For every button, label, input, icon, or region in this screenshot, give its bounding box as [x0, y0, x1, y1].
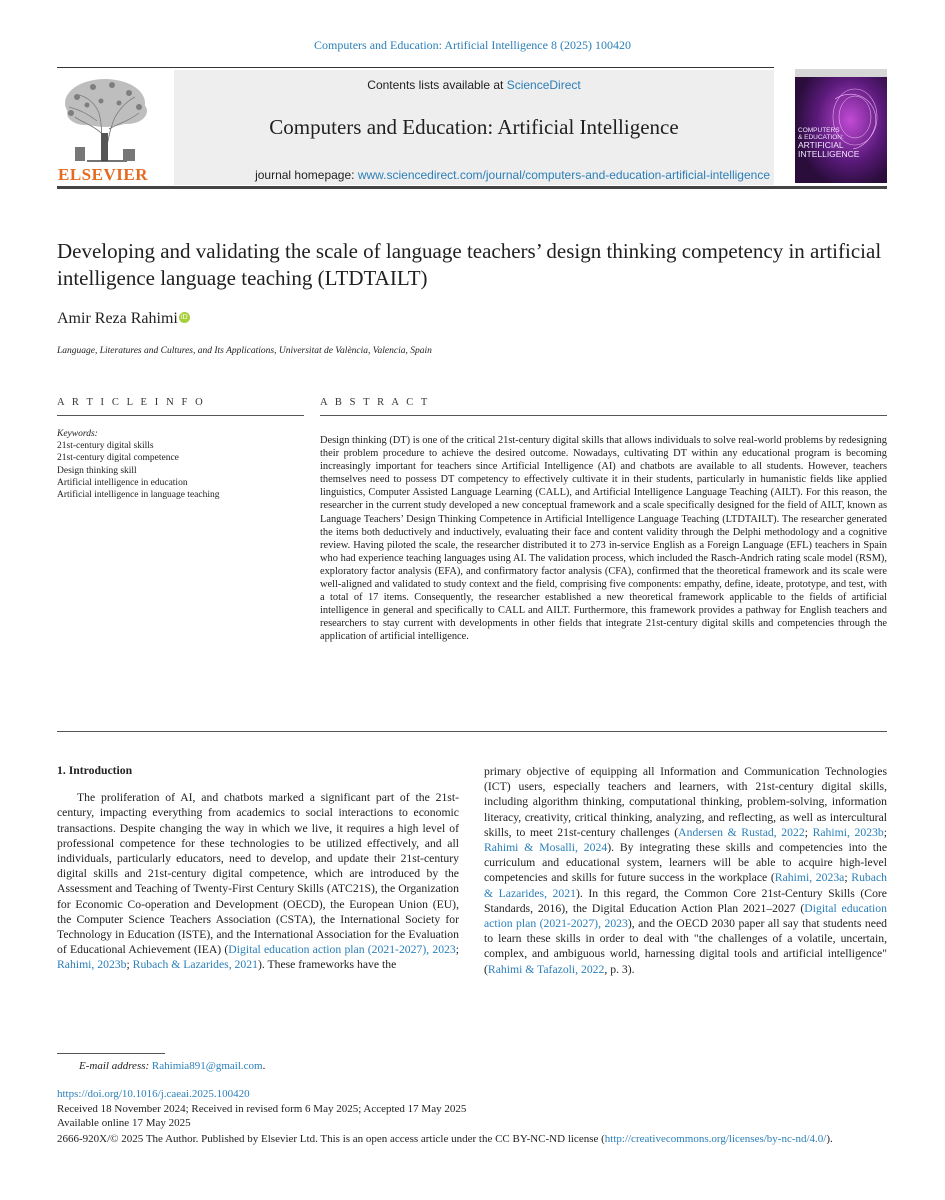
- contents-line: [174, 78, 774, 92]
- reference-link[interactable]: Andersen & Rustad, 2022: [678, 825, 805, 839]
- section-heading-introduction: 1. Introduction: [57, 764, 133, 777]
- cover-title-line: & EDUCATION:: [798, 134, 844, 141]
- license-link[interactable]: http://creativecommons.org/licenses/by-nc-nd/4.0/: [604, 1133, 827, 1145]
- body-column-right: [484, 764, 887, 977]
- ref-separator: ;: [844, 871, 852, 885]
- contents-prefix: Contents lists available at: [367, 78, 507, 92]
- email-link[interactable]: Rahimia891@gmail.com: [151, 1060, 263, 1072]
- ref-separator: ;: [804, 825, 813, 839]
- keyword-item: 21st-century digital skills: [57, 441, 154, 452]
- sciencedirect-link[interactable]: ScienceDirect: [506, 78, 581, 92]
- keyword-item: Artificial intelligence in language teaching: [57, 490, 220, 501]
- article-title: Developing and validating the scale of language teachers’ design thinking competency in artificial intelligence language teaching (LTDTAILT): [57, 239, 882, 290]
- ref-separator: ;: [126, 958, 133, 972]
- elsevier-wordmark: ELSEVIER: [58, 165, 148, 184]
- doi-text[interactable]: https://doi.org/10.1016/j.caeai.2025.100420: [57, 1088, 250, 1100]
- intro-paragraph-continued: [484, 764, 887, 977]
- keyword-item: Design thinking skill: [57, 465, 137, 476]
- abstract-rule: [320, 415, 887, 416]
- homepage-line: [255, 168, 770, 182]
- journal-name: Computers and Education: Artificial Intelligence: [269, 115, 679, 139]
- reference-link[interactable]: Rahimi, 2023a: [774, 871, 845, 885]
- cover-title: [798, 127, 858, 159]
- footnote-rule: [57, 1053, 165, 1054]
- reference-link[interactable]: Rahimi, 2023b: [812, 825, 884, 839]
- journal-cover-thumbnail[interactable]: [795, 69, 887, 183]
- email-footnote: [79, 1060, 265, 1072]
- homepage-prefix: journal homepage:: [255, 168, 358, 182]
- cover-title-line: INTELLIGENCE: [798, 149, 860, 159]
- header-bottom-rule: [57, 186, 887, 189]
- reference-link[interactable]: Rahimi & Mosalli, 2024: [484, 841, 608, 855]
- ref-separator: ;: [455, 943, 459, 957]
- keywords-label: Keywords:: [57, 429, 98, 439]
- cover-art-icon: [795, 69, 887, 183]
- journal-header: [57, 67, 887, 187]
- orcid-icon[interactable]: iD: [179, 312, 190, 323]
- intro-text: ), and the OECD 2030 paper all say that students need to learn these skills in order to deal with "the challenges of a volatile, uncertain, complex, and ambiguous world, harnessing digital tools and artificial intelligence" (: [484, 917, 887, 976]
- reference-link[interactable]: Rahimi & Tafazoli, 2022: [487, 962, 605, 976]
- journal-homepage-link[interactable]: www.sciencedirect.com/journal/computers-and-education-artificial-intelligence: [357, 168, 770, 182]
- author-affiliation: Language, Literatures and Cultures, and Its Applications, Universitat de València, Valencia, Spain: [57, 346, 432, 356]
- abstract-bottom-rule: [57, 731, 887, 732]
- keywords-block: [57, 428, 307, 501]
- reference-link[interactable]: Digital education action plan (2021-2027), 2023: [484, 901, 887, 931]
- article-info-rule: [57, 415, 304, 416]
- doi-link[interactable]: [57, 1088, 250, 1100]
- intro-text: ). In this regard, the Common Core 21st-Century Skills (Core Standards, 2016), the Digital Education Action Plan 2021–2027 (: [484, 886, 887, 915]
- email-tail: .: [262, 1060, 266, 1072]
- body-column-left: [57, 763, 459, 973]
- received-dates: Received 18 November 2024; Received in revised form 6 May 2025; Accepted 17 May 2025: [57, 1103, 467, 1115]
- intro-text: ). These frameworks have the: [257, 958, 397, 972]
- license-statement: [57, 1132, 887, 1147]
- abstract-text: Design thinking (DT) is one of the critical 21st-century digital skills that allows individuals to solve real-world problems by redesigning their problem procedure to achieve the desired outcome. Nowadays, cultivating DT within any educational program is becoming increasingly important for teachers since Artificial Intelligence (AI) and chatbots are available to all students. However, teachers themselves need to possess DT competency to effectively cultivate it in their students, particularly in humanistic fields like applied linguistics, Computer Assisted Language Learning (CALL), and Artificial Intelligence Language Teaching (AILT). For this reason, the researcher in the current study developed a new conceptual framework and a scale specifically designed for the field of AILT, known as Language Teachers’ Design Thinking Competence in Artificial Intelligence Language Teaching (LTDTAILT). The researcher generated the items both deductively and inductively, evaluating their face and content validity through the Delphi methodology and a cognitive review. Having piloted the scale, the researcher distributed it to 273 in-service English as a Foreign Language (EFL) teachers in Spain who had experience teaching languages using AI. The validation process, which included the Rasch-Andrich rating scale model (RSM), exploratory factor analysis (EFA), and confirmatory factor analysis (CFA), confirmed that the theoretical framework and its scale were well-aligned and validated to study context and the field, comprising five components: empathy, define, ideate, prototype, and test, with a total of 17 items. Consequently, the researcher established a new theoretical framework applicable to the fields of artificial intelligence in general and specifically to CALL and AILT. Furthermore, this framework provides a pathway for English teachers and researchers to stay current with developments in other fields that integrate 21st-century digital skills and competencies through the application of artificial intelligence.: [320, 435, 887, 643]
- header-top-rule: [57, 67, 774, 68]
- journal-citation-link[interactable]: Computers and Education: Artificial Intelligence 8 (2025) 100420: [314, 38, 631, 52]
- article-info-heading: A R T I C L E I N F O: [57, 397, 206, 408]
- author-name[interactable]: Amir Reza Rahimi: [57, 310, 178, 327]
- email-label: E-mail address:: [79, 1060, 150, 1072]
- reference-link[interactable]: Digital education action plan (2021-2027), 2023: [228, 943, 456, 957]
- reference-link[interactable]: Rubach & Lazarides, 2021: [484, 871, 887, 900]
- intro-text: The proliferation of AI, and chatbots marked a significant part of the 21st-century, impacting everything from academics to social interactions to economic transactions. Despite changing the way in which we live, it requires a high level of professional competence for these technologies to be utilized effectively, and all individuals, particularly educators, need to develop, and update their 21st-century digital skills and 21st-century digital competence, which are introduced by the Assessment and Teaching of Twenty-First Century Skills (ATC21S), the Organization for Economic Co-operation and Development (OECD), the European Union (EU), the Computer Science Teachers Association (CSTA), the International Society for Technology in Education (ISTE), and the International Association for the Evaluation of Educational Achievement (IEA) (: [57, 791, 459, 957]
- abstract-heading: A B S T R A C T: [320, 397, 430, 408]
- keyword-item: 21st-century digital competence: [57, 453, 179, 464]
- reference-link[interactable]: Rahimi, 2023b: [57, 958, 127, 972]
- intro-paragraph: [57, 790, 459, 972]
- keyword-item: Artificial intelligence in education: [57, 477, 188, 488]
- ref-separator: ;: [883, 825, 887, 839]
- available-online: Available online 17 May 2025: [57, 1117, 191, 1129]
- cover-title-line: ARTIFICIAL: [798, 140, 844, 150]
- reference-link[interactable]: Rubach & Lazarides, 2021: [132, 958, 258, 972]
- intro-text: ). By integrating these skills and competencies into the curriculum and educational system, learners will be able to acquire high-level competencies and skills for future success in the workplace (: [484, 841, 888, 885]
- journal-banner: [174, 70, 774, 185]
- author-line: [57, 310, 190, 328]
- intro-text: primary objective of equipping all Information and Communication Technologies (ICT) users, especially teachers and learners, with 21st-century digital skills, including algorithm thinking, computational thinking, problem-solving, information literacy, creativity, critical thinking, analyzing, and reflecting, as well as intercultural skills, to meet 21st-century challenges (: [484, 765, 887, 839]
- license-tail: ).: [826, 1133, 833, 1145]
- license-text: 2666-920X/© 2025 The Author. Published by Elsevier Ltd. This is an open access article under the CC BY-NC-ND license (: [57, 1133, 605, 1145]
- cover-title-line: COMPUTERS: [798, 127, 840, 134]
- intro-text: , p. 3).: [604, 962, 635, 976]
